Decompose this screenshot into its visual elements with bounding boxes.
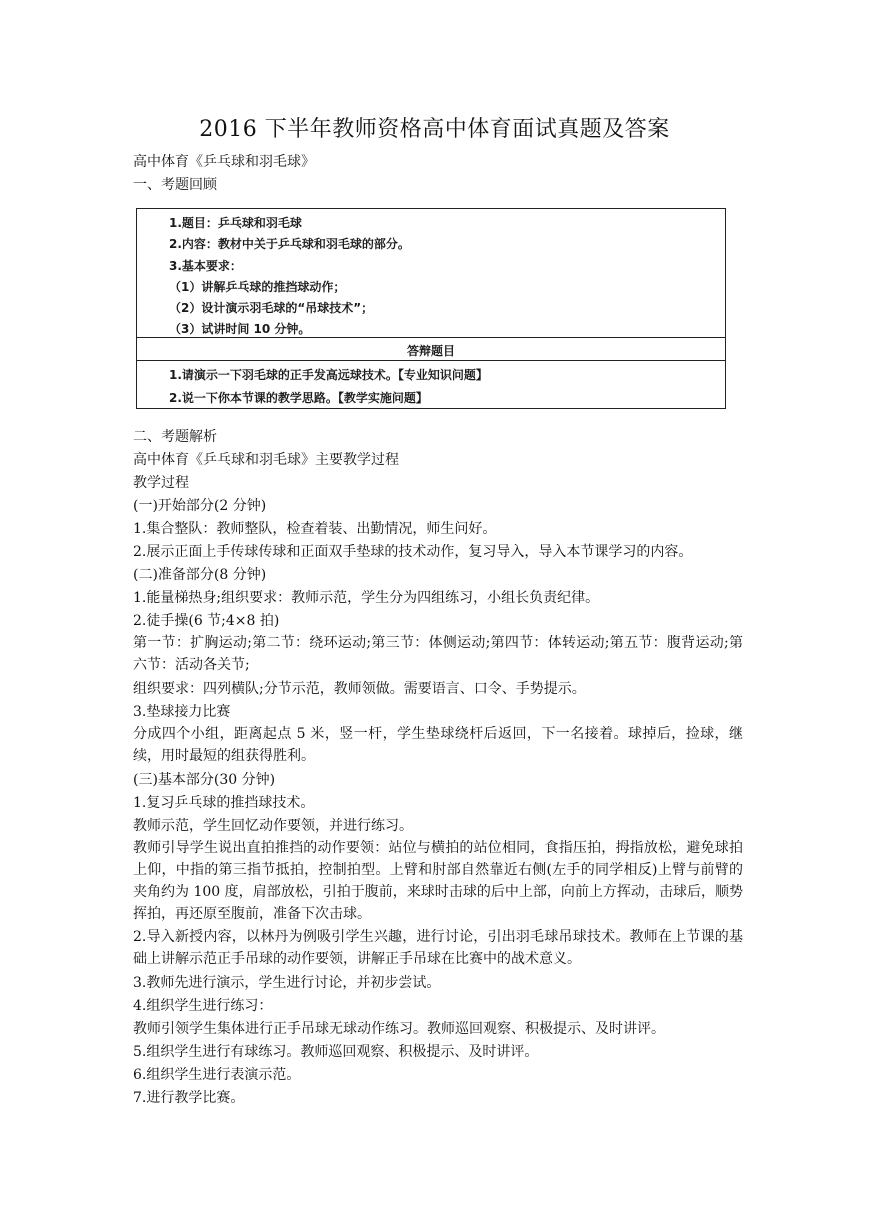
box-line: （1）讲解乒乓球的推挡球动作； — [169, 280, 346, 294]
paragraph: (三)基本部分(30 分钟) — [133, 772, 276, 788]
paragraph: 教师示范，学生回忆动作要领，并进行练习。 — [133, 818, 413, 834]
box-line: （3）试讲时间 10 分钟。 — [169, 322, 311, 336]
box-line: （2）设计演示羽毛球的“吊球技术”； — [169, 301, 374, 315]
paragraph: 5.组织学生进行有球练习。教师巡回观察、积极提示、及时讲评。 — [133, 1044, 539, 1060]
paragraph: 教师引导学生说出直拍推挡的动作要领：站位与横拍的站位相同，食指压拍，拇指放松，避免球拍上仰，中指的第三指节抵拍，控制拍型。上臂和肘部自然靠近右侧(左手的同学相反)上臂与前臂的夹角约为 100 度，肩部放松，引拍于腹前，来球时击球的后中上部，向前上方挥动，击球后，顺势挥拍，再还原至腹前，准备下次击球。 — [133, 840, 743, 922]
box-divider — [137, 360, 725, 361]
paragraph: 4.组织学生进行练习： — [133, 998, 273, 1014]
box-divider — [137, 337, 725, 338]
paragraph: 1.集合整队：教师整队，检查着装、出勤情况，师生问好。 — [133, 521, 497, 537]
paragraph: (二)准备部分(8 分钟) — [133, 567, 267, 583]
paragraph: 教师引领学生集体进行正手吊球无球动作练习。教师巡回观察、积极提示、及时讲评。 — [133, 1021, 665, 1037]
defense-header: 答辩题目 — [406, 344, 455, 358]
paragraph: 组织要求：四列横队;分节示范，教师领做。需要语言、口令、手势提示。 — [133, 681, 586, 697]
paragraph: 6.组织学生进行表演示范。 — [133, 1067, 301, 1083]
box-line: 1.题目：乒乓球和羽毛球 — [169, 216, 302, 230]
paragraph: 1.复习乒乓球的推挡球技术。 — [133, 795, 315, 811]
paragraph: 1.能量梯热身;组织要求：教师示范，学生分为四组练习，小组长负责纪律。 — [133, 590, 600, 606]
paragraph: 教学过程 — [133, 475, 189, 491]
paragraph: 7.进行教学比赛。 — [133, 1090, 245, 1106]
paragraph: 2.徒手操(6 节;4×8 拍) — [133, 613, 280, 629]
section-heading-review: 一、考题回顾 — [133, 177, 217, 193]
exam-question-box — [136, 208, 726, 409]
paragraph: (一)开始部分(2 分钟) — [133, 498, 267, 514]
paragraph: 2.展示正面上手传球传球和正面双手垫球的技术动作，复习导入，导入本节课学习的内容。 — [133, 544, 693, 560]
box-line: 2.内容：教材中关于乒乓球和羽毛球的部分。 — [169, 237, 410, 251]
defense-line: 2.说一下你本节课的教学思路。【教学实施问题】 — [169, 391, 428, 405]
document-title: 2016 下半年教师资格高中体育面试真题及答案 — [199, 117, 670, 142]
paragraph: 高中体育《乒乓球和羽毛球》主要教学过程 — [133, 452, 399, 468]
paragraph: 3.教师先进行演示，学生进行讨论，并初步尝试。 — [133, 975, 441, 991]
box-line: 3.基本要求： — [169, 259, 242, 273]
paragraph: 2.导入新授内容，以林丹为例吸引学生兴趣，进行讨论，引出羽毛球吊球技术。教师在上节课的基础上讲解示范正手吊球的动作要领，讲解正手吊球在比赛中的战术意义。 — [133, 929, 743, 967]
subtitle: 高中体育《乒乓球和羽毛球》 — [133, 154, 315, 170]
defense-line: 1.请演示一下羽毛球的正手发高远球技术。【专业知识问题】 — [169, 368, 488, 382]
section-heading-analysis: 二、考题解析 — [133, 429, 217, 445]
paragraph: 3.垫球接力比赛 — [133, 704, 231, 720]
paragraph: 第一节：扩胸运动;第二节：绕环运动;第三节：体侧运动;第四节：体转运动;第五节：腹背运动;第六节：活动各关节; — [133, 635, 743, 673]
paragraph: 分成四个小组，距离起点 5 米，竖一杆，学生垫球绕杆后返回，下一名接着。球掉后，捡球，继续，用时最短的组获得胜利。 — [133, 726, 743, 764]
